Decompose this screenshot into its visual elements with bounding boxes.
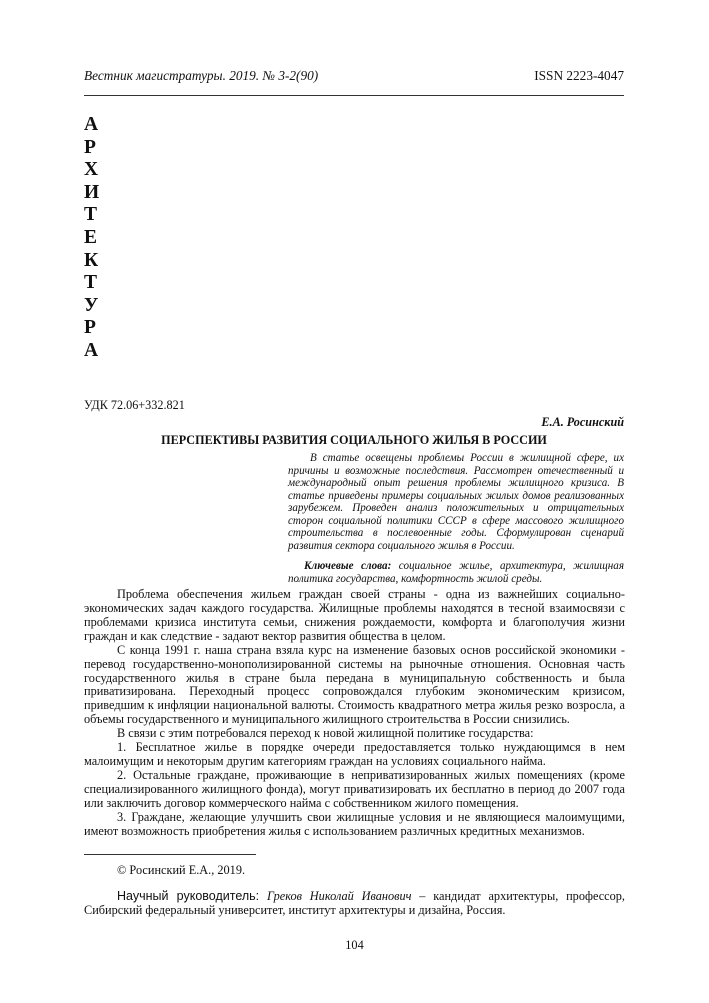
- advisor-name: Греков Николай Иванович: [266, 889, 412, 903]
- section-letter: Р: [84, 136, 96, 158]
- copyright-note: © Росинский Е.А., 2019.: [117, 863, 246, 877]
- section-letter: И: [84, 181, 100, 203]
- advisor-note: [84, 889, 625, 917]
- section-letter: Т: [84, 204, 98, 226]
- issn: ISSN 2223-4047: [534, 68, 624, 83]
- body-paragraph: С конца 1991 г. наша страна взяла курс на изменение базовых основ российской экономики - перевод государственно-монополизированной системы на рыночные отношения. Основная часть государственного жилья в стране была передана в муниципальную собственность и была приватизирована. Переходный процесс сопровождался глубоким экономическим кризисом, приведшим к инфляции национальной валюты. Стоимость квадратного метра жилья резко возросла, а объемы государственного и муниципального жилищного строительства в России снизились.: [84, 642, 625, 727]
- advisor-details: – кандидат архитектуры, профессор, Сибирский федеральный университет, институт архитектуры и дизайна, Россия.: [84, 889, 625, 917]
- section-letter: Т: [84, 272, 98, 294]
- header-rule: [84, 95, 624, 96]
- keywords-label: Ключевые слова:: [304, 560, 392, 572]
- section-letter: Р: [84, 317, 96, 339]
- body-paragraph: В связи с этим потребовался переход к новой жилищной политике государства:: [117, 726, 534, 741]
- body-list-item: 1. Бесплатное жилье в порядке очереди предоставляется только нуждающимся в нем малоимущим и некоторым другим категориям граждан на условиях социального найма.: [84, 740, 625, 769]
- body-list-item: 2. Остальные граждане, проживающие в неприватизированных жилых помещениях (кроме специализированного жилищного фонда), могут приватизировать их бесплатно в период до 2007 года или заключить договор коммерческого найма с собственником жилого помещения.: [84, 767, 625, 810]
- section-letter: К: [84, 249, 99, 271]
- keywords: [288, 560, 624, 585]
- article-author: Е.А. Росинский: [541, 415, 624, 429]
- section-letter: А: [84, 339, 99, 361]
- running-header: [84, 68, 624, 84]
- section-letter: А: [84, 114, 99, 135]
- page-number: 104: [345, 938, 364, 952]
- article-body: [84, 588, 625, 839]
- abstract: В статье освещены проблемы России в жилищной сфере, их причины и возможные последствия. Рассмотрен отечественный и международный опыт решения проблемы жилищного кризиса. В статье приведены примеры социальных жилых домов реализованных зарубежем. Проведен анализ положительных и отрицательных сторон социальной политики СССР в сфере массового жилищного строительства в послевоенные годы. Сформулирован сценарий развития сектора социального жилья в России.: [288, 452, 624, 552]
- advisor-label: Научный руководитель:: [117, 889, 260, 903]
- journal-title: Вестник магистратуры. 2019. № 3-2(90): [84, 68, 319, 83]
- section-label-vertical: [84, 114, 108, 363]
- section-letter: Е: [84, 226, 98, 248]
- section-letter: Х: [84, 159, 99, 181]
- footnote-rule: [84, 854, 256, 855]
- body-paragraph: Проблема обеспечения жильем граждан своей страны - одна из важнейших социально-экономических задач каждого государства. Жилищные проблемы находятся в тесной взаимосвязи с проблемами кризиса института семьи, снижения рождаемости, комфорта и благополучия жизни граждан и как следствие - задают вектор развития общества в целом.: [84, 587, 625, 643]
- section-letter: У: [84, 294, 99, 316]
- keywords-text: социальное жилье, архитектура, жилищная политика государства, комфортность жилой среды.: [288, 560, 624, 585]
- body-list-item: 3. Граждане, желающие улучшить свои жилищные условия и не являющиеся малоимущими, имеют возможность приобретения жилья с использованием различных кредитных механизмов.: [84, 809, 625, 838]
- article-title: ПЕРСПЕКТИВЫ РАЗВИТИЯ СОЦИАЛЬНОГО ЖИЛЬЯ В РОССИИ: [161, 433, 547, 447]
- udc-code: УДК 72.06+332.821: [84, 398, 185, 412]
